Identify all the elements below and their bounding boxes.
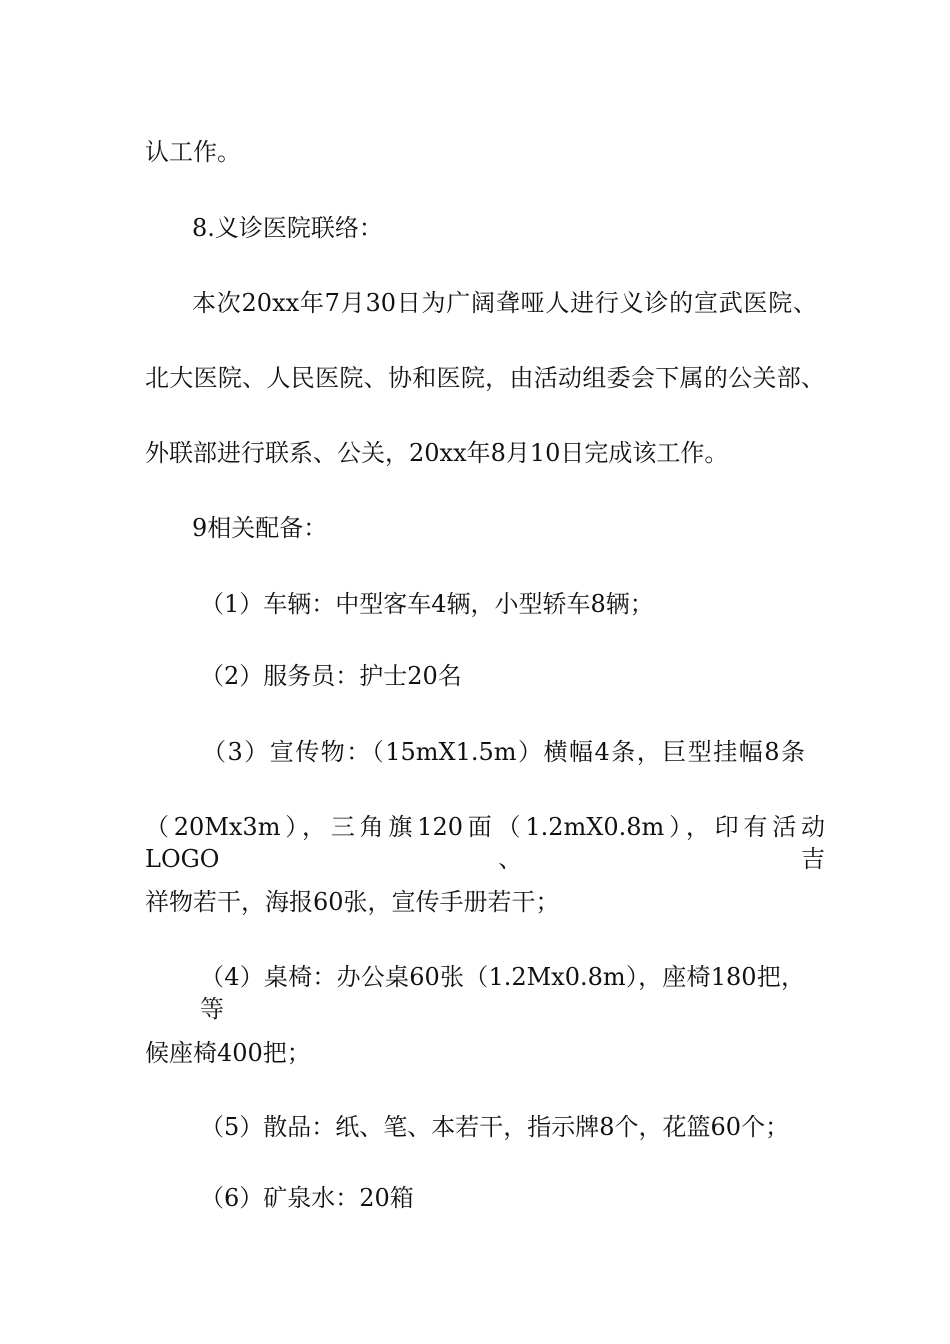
list-item-5: （5）散品：纸、笔、本若干，指示牌8个，花篮60个； <box>200 1113 790 1141</box>
list-item-4-line-2: 候座椅400把； <box>145 1039 311 1067</box>
list-item-6: （6）矿泉水：20箱 <box>200 1184 414 1212</box>
paragraph-line-2: 本次20xx年7月30日为广阔聋哑人进行义诊的宣武医院、 <box>192 289 817 317</box>
list-item-2: （2）服务员：护士20名 <box>200 662 462 690</box>
list-item-3-line-2: （20Mx3m），三角旗120面（1.2mX0.8m），印有活动LOGO、吉 <box>145 813 825 873</box>
paragraph-line-4: 外联部进行联系、公关，20xx年8月10日完成该工作。 <box>145 439 729 467</box>
list-item-3-line-3: 祥物若干，海报60张，宣传手册若干； <box>145 888 560 916</box>
paragraph-line-1: 认工作。 <box>145 138 241 166</box>
list-item-3-line-1: （3）宣传物：（15mX1.5m）横幅4条，巨型挂幅8条 <box>202 738 805 766</box>
list-item-1: （1）车辆：中型客车4辆，小型轿车8辆； <box>200 590 654 618</box>
list-item-4-line-1: （4）桌椅：办公桌60张（1.2Mx0.8m），座椅180把，等 <box>200 963 805 1023</box>
section-heading-9: 9相关配备： <box>192 514 328 542</box>
section-heading-8: 8.义诊医院联络： <box>192 214 383 242</box>
paragraph-line-3: 北大医院、人民医院、协和医院，由活动组委会下属的公关部、 <box>145 364 825 392</box>
